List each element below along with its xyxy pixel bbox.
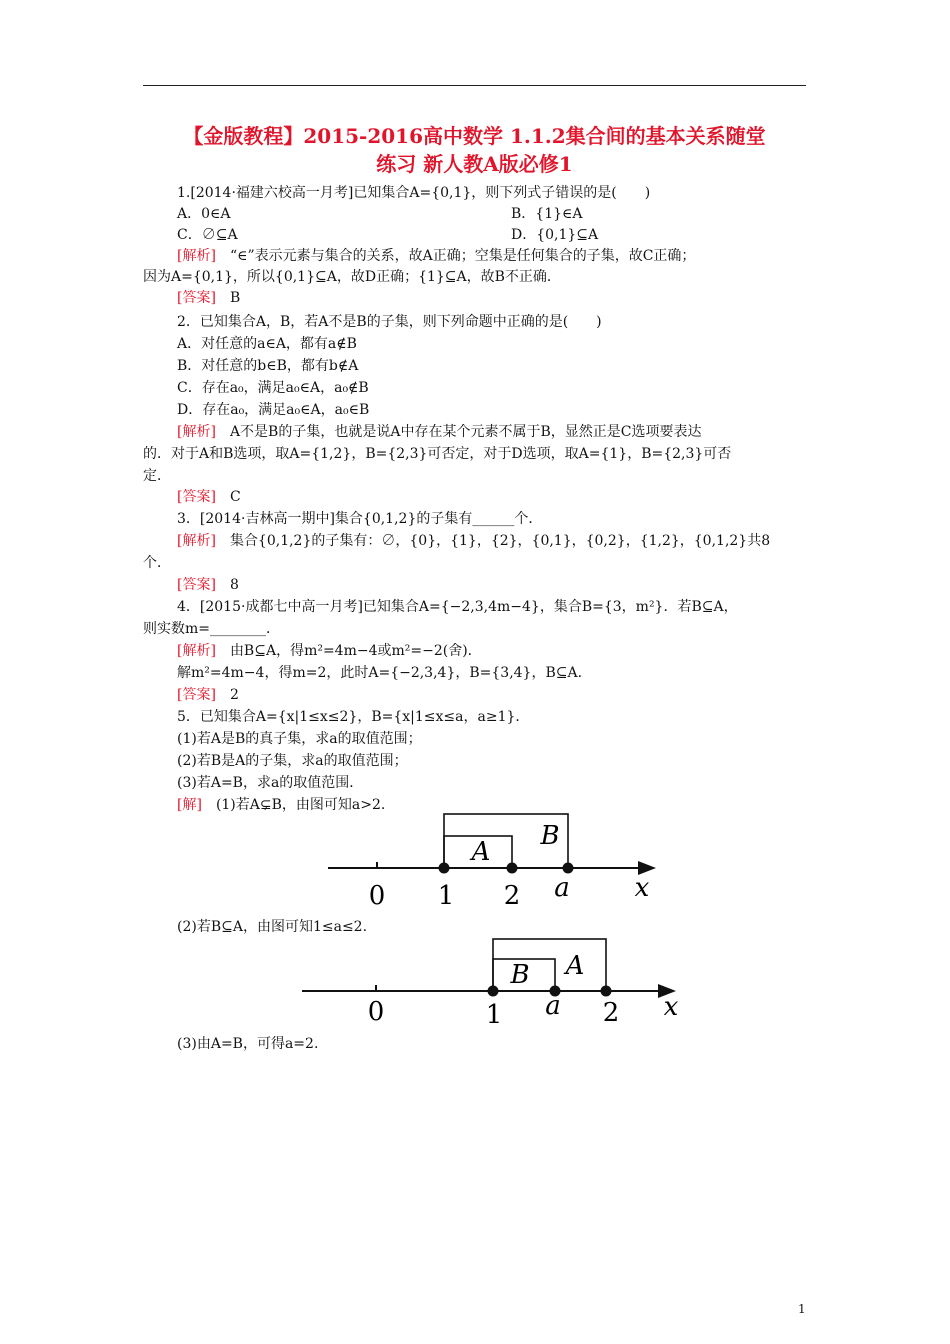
axis-label-x: x (663, 992, 679, 1022)
answer-tag: [答案] (177, 290, 216, 306)
q1-answer (177, 289, 240, 307)
q4-stem-2: 则实数m=________． (143, 621, 281, 637)
q2-stem: 2．已知集合A，B，若A不是B的子集，则下列命题中正确的是( ) (177, 314, 602, 330)
number-line-figure-1 (320, 808, 670, 914)
solution-tag: [解] (177, 797, 202, 813)
label-set-b: B (510, 960, 530, 990)
q2-option-d: D．存在a₀，满足a₀∈A，a₀∈B (177, 402, 370, 418)
q3-analysis (177, 532, 770, 550)
q3-stem: 3．[2014·吉林高一期中]集合{0,1,2}的子集有______个． (177, 511, 543, 527)
q3-analysis-text-2: 个． (143, 555, 171, 571)
q5-solution-1-text: (1)若A⊊B，由图可知a>2. (215, 797, 386, 813)
tick-label-2: 2 (503, 881, 521, 911)
q2-answer-value: C (229, 489, 241, 505)
point-1 (439, 863, 450, 874)
q1-option-b: B．{1}∈A (511, 206, 583, 222)
q2-analysis-text-2: 的．对于A和B选项，取A={1,2}，B={2,3}可否定，对于D选项，取A={1}，B={2,3}可否 (143, 446, 732, 462)
q2-analysis-text-3: 定． (143, 468, 171, 484)
q1-option-d: D．{0,1}⊆A (511, 227, 599, 243)
q2-answer (177, 488, 241, 506)
page-number: 1 (798, 1302, 806, 1316)
answer-tag: [答案] (177, 577, 216, 593)
point-2 (507, 863, 518, 874)
q3-analysis-text-1: 集合{0,1,2}的子集有：∅，{0}，{1}，{2}，{0,1}，{0,2}，{1,2}，{0,1,2}共8 (229, 533, 771, 549)
q2-option-b: B．对任意的b∈B，都有b∉A (177, 358, 359, 374)
number-line-figure-2 (296, 932, 696, 1032)
q4-analysis (177, 642, 482, 660)
tick-label-0: 0 (368, 881, 386, 911)
q1-analysis-text-1: “∈”表示元素与集合的关系，故A正确；空集是任何集合的子集，故C正确； (229, 248, 696, 264)
tick-label-a: a (554, 873, 570, 903)
header-rule (143, 85, 806, 86)
q1-option-c: C．∅⊆A (177, 227, 238, 243)
q1-analysis-text-2: 因为A={0,1}，所以{0,1}⊆A，故D正确；{1}⊆A，故B不正确． (143, 269, 561, 285)
tick-label-1: 1 (437, 881, 455, 911)
q5-part-2: (2)若B是A的子集，求a的取值范围； (177, 753, 408, 769)
tick-label-1: 1 (485, 1000, 503, 1030)
q4-stem: 4．[2015·成都七中高一月考]已知集合A={−2,3,4m−4}，集合B={3，m²}．若B⊆A， (177, 599, 738, 615)
tick-label-0: 0 (367, 997, 385, 1027)
q1-answer-value: B (229, 290, 241, 306)
q4-analysis-text-1: 由B⊆A，得m²=4m−4或m²=−2(舍)． (229, 643, 482, 659)
tick-label-2: 2 (602, 998, 620, 1028)
q2-analysis-text-1: A不是B的子集，也就是说A中存在某个元素不属于B，显然正是C选项要表达 (229, 424, 702, 440)
q1-stem: 1.[2014·福建六校高一月考]已知集合A={0,1}，则下列式子错误的是( ) (177, 185, 651, 201)
point-a (563, 863, 574, 874)
answer-tag: [答案] (177, 687, 216, 703)
label-set-a: A (471, 837, 491, 867)
doc-title-line-2: 练习 新人教A版必修1 (376, 152, 573, 176)
label-set-a: A (565, 951, 585, 981)
tick-label-a: a (545, 991, 561, 1021)
q5-solution-3: (3)由A=B，可得a=2. (177, 1036, 319, 1052)
q2-option-a: A．对任意的a∈A，都有a∉B (177, 336, 357, 352)
q5-solution-2: (2)若B⊆A，由图可知1≤a≤2. (177, 919, 368, 935)
doc-title-line-1: 【金版教程】2015-2016高中数学 1.1.2集合间的基本关系随堂 (183, 124, 766, 148)
point-2 (601, 986, 612, 997)
q3-answer-value: 8 (229, 577, 239, 593)
q2-analysis (177, 423, 701, 441)
q2-option-c: C．存在a₀，满足a₀∈A，a₀∉B (177, 380, 369, 396)
analysis-tag: [解析] (177, 248, 216, 264)
q4-analysis-text-2: 解m²=4m−4，得m=2，此时A={−2,3,4}，B={3,4}，B⊆A. (177, 665, 583, 681)
analysis-tag: [解析] (177, 424, 216, 440)
analysis-tag: [解析] (177, 533, 216, 549)
q4-answer (177, 686, 239, 704)
q1-analysis (177, 247, 695, 265)
q5-part-3: (3)若A=B，求a的取值范围． (177, 775, 364, 791)
q5-part-1: (1)若A是B的真子集，求a的取值范围； (177, 731, 422, 747)
q1-option-a: A．0∈A (177, 206, 231, 222)
answer-tag: [答案] (177, 489, 216, 505)
q3-answer (177, 576, 239, 594)
analysis-tag: [解析] (177, 643, 216, 659)
axis-label-x: x (634, 873, 650, 903)
q4-answer-value: 2 (229, 687, 239, 703)
point-1 (488, 986, 499, 997)
label-set-b: B (540, 821, 560, 851)
q5-stem: 5．已知集合A={x|1≤x≤2}，B={x|1≤x≤a，a≥1}． (177, 709, 530, 725)
